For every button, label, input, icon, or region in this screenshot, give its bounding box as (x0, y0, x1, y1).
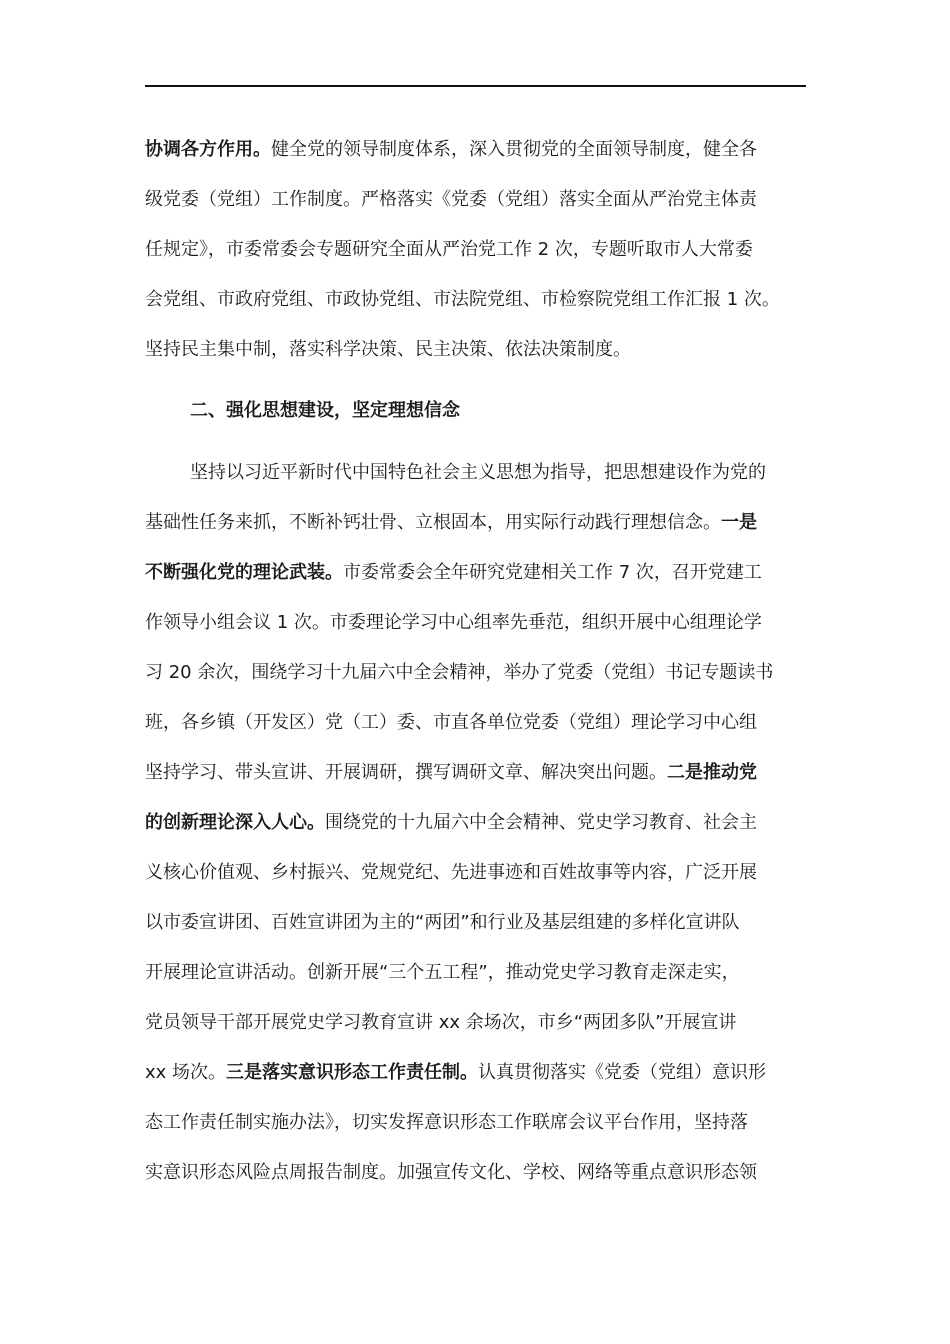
bold-lead: 一是 (721, 512, 757, 533)
text-line (145, 1148, 806, 1198)
text-line (145, 175, 806, 225)
text-line (145, 898, 806, 948)
text-run: 围绕党的十九届六中全会精神、党史学习教育、社会主 (325, 812, 757, 833)
text-run: 开展理论宣讲活动。创新开展“三个五工程”，推动党史学习教育走深走实， (145, 962, 740, 983)
text-line (145, 598, 806, 648)
text-run: 作领导小组会议 1 次。市委理论学习中心组率先垂范，组织开展中心组理论学 (145, 612, 762, 633)
text-run: 实意识形态风险点周报告制度。加强宣传文化、学校、网络等重点意识形态领 (145, 1162, 757, 1183)
text-run: 会党组、市政府党组、市政协党组、市法院党组、市检察院党组工作汇报 1 次。 (145, 289, 780, 310)
text-run: 党员领导干部开展党史学习教育宣讲 xx 余场次，市乡“两团多队”开展宣讲 (145, 1012, 737, 1033)
heading-text: 二、强化思想建设，坚定理想信念 (190, 400, 460, 421)
text-run: 班，各乡镇（开发区）党（工）委、市直各单位党委（党组）理论学习中心组 (145, 712, 757, 733)
bold-lead: 协调各方作用。 (145, 139, 271, 160)
text-line (145, 698, 806, 748)
text-line (145, 648, 806, 698)
text-line (145, 275, 806, 325)
text-run: 以市委宣讲团、百姓宣讲团为主的“两团”和行业及基层组建的多样化宣讲队 (145, 912, 740, 933)
text-run: 基础性任务来抓，不断补钙壮骨、立根固本，用实际行动践行理想信念。 (145, 512, 721, 533)
bold-lead: 二是推动党 (667, 762, 757, 783)
text-run: 态工作责任制实施办法》，切实发挥意识形态工作联席会议平台作用，坚持落 (145, 1112, 748, 1133)
text-line (190, 448, 806, 498)
text-line (145, 125, 806, 175)
text-line (145, 848, 806, 898)
text-line (145, 1098, 806, 1148)
text-run: 级党委（党组）工作制度。严格落实《党委（党组）落实全面从严治党主体责 (145, 189, 757, 210)
text-line (145, 548, 806, 598)
text-run: 坚持以习近平新时代中国特色社会主义思想为指导，把思想建设作为党的 (190, 462, 766, 483)
text-line (145, 1048, 806, 1098)
text-line (145, 948, 806, 998)
header-rule (145, 85, 806, 87)
bold-lead: 的创新理论深入人心。 (145, 812, 325, 833)
text-run: 市委常委会全年研究党建相关工作 7 次，召开党建工 (343, 562, 762, 583)
text-line (145, 225, 806, 275)
text-run: 义核心价值观、乡村振兴、党规党纪、先进事迹和百姓故事等内容，广泛开展 (145, 862, 757, 883)
text-run: 健全党的领导制度体系，深入贯彻党的全面领导制度，健全各 (271, 139, 757, 160)
text-line (145, 325, 806, 375)
text-line (145, 798, 806, 848)
text-line (145, 998, 806, 1048)
bold-lead: 不断强化党的理论武装。 (145, 562, 343, 583)
text-line (145, 748, 806, 798)
section-heading (190, 386, 806, 436)
text-run: 任规定》，市委常委会专题研究全面从严治党工作 2 次，专题听取市人大常委 (145, 239, 753, 260)
text-run: xx 场次。 (145, 1062, 227, 1083)
text-line (145, 498, 806, 548)
text-run: 习 20 余次，围绕学习十九届六中全会精神，举办了党委（党组）书记专题读书 (145, 662, 774, 683)
text-run: 坚持民主集中制，落实科学决策、民主决策、依法决策制度。 (145, 339, 631, 360)
text-run: 坚持学习、带头宣讲、开展调研，撰写调研文章、解决突出问题。 (145, 762, 667, 783)
text-run: 认真贯彻落实《党委（党组）意识形 (478, 1062, 767, 1083)
bold-lead: 三是落实意识形态工作责任制。 (226, 1062, 479, 1083)
